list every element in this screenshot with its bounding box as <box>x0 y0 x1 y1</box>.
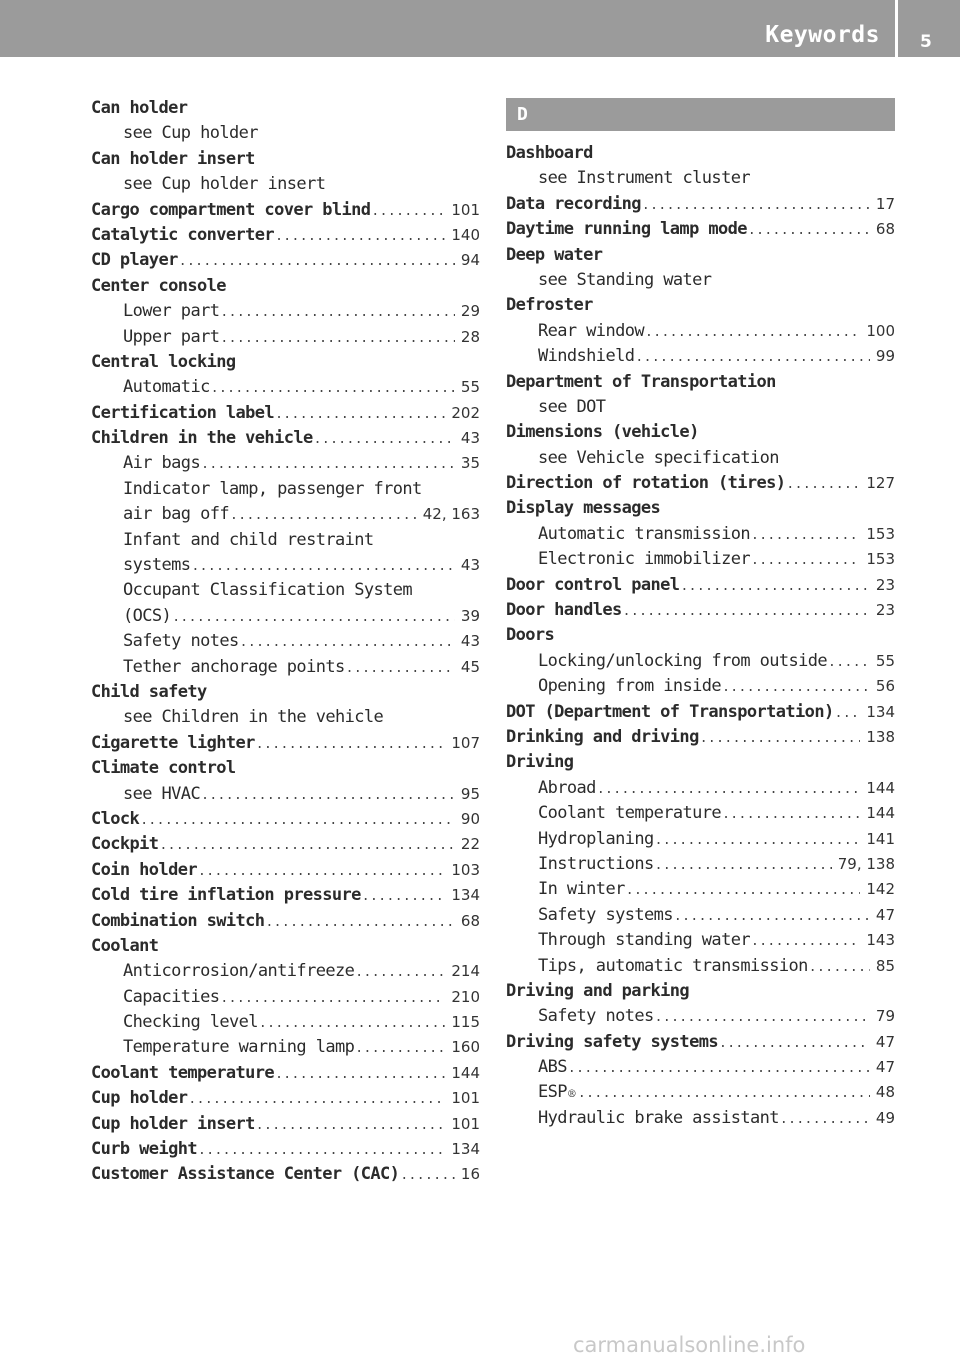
page-reference: 134 <box>451 886 480 905</box>
entry-text: see Vehicle specification <box>538 447 779 468</box>
page-reference: 103 <box>451 860 480 879</box>
entry-text: Locking/unlocking from outside <box>538 650 828 671</box>
page-reference: 17 <box>875 194 895 213</box>
dot-leader <box>751 553 860 568</box>
page-reference: 85 <box>875 956 895 975</box>
dot-leader <box>578 1086 870 1101</box>
index-entry <box>506 473 895 498</box>
page-reference: 127 <box>866 474 895 493</box>
index-subentry <box>91 1012 480 1037</box>
dot-leader <box>198 1143 445 1158</box>
entry-text: Can holder insert <box>91 148 255 169</box>
page-reference: 55 <box>875 651 895 670</box>
watermark: carmanualsonline.info <box>573 1333 806 1357</box>
index-subentry <box>506 803 895 828</box>
dot-leader <box>623 604 870 619</box>
dot-leader <box>201 788 455 803</box>
entry-text: Door control panel <box>506 574 680 595</box>
entry-text: see DOT <box>538 396 606 417</box>
entry-text: Dashboard <box>506 143 593 163</box>
index-subentry <box>506 321 895 346</box>
entry-text: Central locking <box>91 351 236 372</box>
page-reference: 144 <box>866 804 895 823</box>
index-subentry <box>91 530 480 555</box>
entry-text: Center console <box>91 275 226 296</box>
entry-text: Tether anchorage points <box>123 656 345 677</box>
dot-leader <box>719 1036 870 1051</box>
dot-leader <box>780 1112 870 1127</box>
entry-text: Lower part <box>123 301 220 322</box>
entry-text: see Instrument cluster <box>538 168 750 189</box>
page-reference: 134 <box>866 702 895 721</box>
page-reference: 95 <box>460 784 480 803</box>
page-reference: 22 <box>460 835 480 854</box>
entry-text: Can holder <box>91 98 188 118</box>
index-entry <box>91 860 480 885</box>
entry-text: Through standing water <box>538 930 750 951</box>
index-subentry <box>91 453 480 478</box>
entry-text: Automatic transmission <box>538 523 750 544</box>
index-entry <box>506 981 895 1006</box>
dot-leader <box>140 813 455 828</box>
page-reference: 45 <box>460 657 480 676</box>
page-reference: 142 <box>866 880 895 899</box>
page-reference: 29 <box>460 302 480 321</box>
index-entry <box>506 1032 895 1057</box>
index-entry <box>91 1088 480 1113</box>
page-reference: 144 <box>866 778 895 797</box>
entry-text: systems <box>123 555 191 576</box>
index-entry <box>91 225 480 250</box>
index-entry <box>506 219 895 244</box>
entry-text: Clock <box>91 808 140 829</box>
dot-leader <box>159 838 454 853</box>
entry-text: Indicator lamp, passenger front <box>123 478 422 499</box>
page-reference: 115 <box>451 1013 480 1032</box>
entry-text: see Children in the vehicle <box>123 707 384 728</box>
page-reference: 68 <box>875 220 895 239</box>
entry-text: Combination switch <box>91 910 265 931</box>
section-letter: D <box>517 104 528 125</box>
entry-text: Child safety <box>91 681 207 702</box>
index-subentry <box>91 606 480 631</box>
entry-text: Cockpit <box>91 834 159 855</box>
page-reference: 90 <box>460 809 480 828</box>
index-subentry <box>91 707 480 732</box>
dot-leader <box>828 655 870 670</box>
entry-text: Opening from inside <box>538 676 722 697</box>
page-reference: 134 <box>451 1140 480 1159</box>
index-entry <box>506 372 895 397</box>
index-subentry <box>506 448 895 473</box>
header-title: Keywords <box>765 22 880 48</box>
index-subentry <box>91 327 480 352</box>
entry-text: Curb weight <box>91 1139 197 1160</box>
index-subentry <box>91 504 480 529</box>
entry-text: ABS <box>538 1057 567 1078</box>
index-entry <box>506 727 895 752</box>
dot-leader <box>835 706 861 721</box>
entry-text: Safety systems <box>538 904 673 925</box>
dot-leader <box>230 508 417 523</box>
dot-leader <box>722 807 860 822</box>
index-entries-right <box>506 143 895 1133</box>
entry-text: CD player <box>91 250 178 271</box>
dot-leader <box>680 579 869 594</box>
index-entry <box>91 276 480 301</box>
entry-text: Driving safety systems <box>506 1031 718 1052</box>
dot-leader <box>355 965 445 980</box>
entry-text: Certification label <box>91 402 275 423</box>
dot-leader <box>201 457 455 472</box>
entry-text: Capacities <box>123 986 220 1007</box>
dot-leader <box>400 1168 455 1183</box>
page-reference: 43 <box>460 429 480 448</box>
index-entry <box>506 625 895 650</box>
dot-leader <box>220 305 455 320</box>
index-subentry <box>91 580 480 605</box>
index-entry <box>91 200 480 225</box>
dot-leader <box>256 1118 446 1133</box>
entry-text: Drinking and driving <box>506 726 699 747</box>
entry-text: Infant and child restraint <box>123 529 374 550</box>
dot-leader <box>275 1067 445 1082</box>
dot-leader <box>597 782 861 797</box>
dot-leader <box>722 680 870 695</box>
entry-text: Checking level <box>123 1012 258 1033</box>
dot-leader <box>314 432 455 447</box>
page-reference: 56 <box>875 677 895 696</box>
index-entry <box>91 98 480 123</box>
index-subentry <box>506 651 895 676</box>
entry-text: Windshield <box>538 346 635 367</box>
page-reference: 35 <box>460 454 480 473</box>
entry-text: air bag off <box>123 504 229 525</box>
index-subentry <box>91 174 480 199</box>
entry-text: Data recording <box>506 193 641 214</box>
page-reference: 79 <box>875 1007 895 1026</box>
entry-text: Driving <box>506 752 574 773</box>
index-entry <box>91 1114 480 1139</box>
dot-leader <box>362 889 446 904</box>
page-reference: 101 <box>451 1114 480 1133</box>
entry-text: Door handles <box>506 600 622 621</box>
dot-leader <box>179 254 455 269</box>
entry-text: Automatic <box>123 377 210 398</box>
entry-text: Occupant Classification System <box>123 580 413 601</box>
page-reference: 99 <box>875 347 895 366</box>
entry-text: Catalytic converter <box>91 224 275 245</box>
entry-text: see Cup holder insert <box>123 174 326 195</box>
entry-text: Rear window <box>538 320 644 341</box>
entry-text: Upper part <box>123 326 220 347</box>
index-entry <box>506 702 895 727</box>
entry-text: Climate control <box>91 758 236 779</box>
dot-leader <box>220 331 455 346</box>
page-reference: 49 <box>875 1108 895 1127</box>
index-entry <box>506 600 895 625</box>
index-subentry <box>506 397 895 422</box>
entry-text: see Standing water <box>538 269 712 290</box>
entry-text: Cup holder <box>91 1088 188 1109</box>
page-reference: 107 <box>451 733 480 752</box>
index-entry <box>91 682 480 707</box>
index-entry <box>91 428 480 453</box>
index-subentry <box>506 346 895 371</box>
entry-text: Department of Transportation <box>506 371 776 392</box>
entry-text: Cup holder insert <box>91 1113 255 1134</box>
page-reference: 160 <box>451 1038 480 1057</box>
page-reference: 144 <box>451 1063 480 1082</box>
dot-leader <box>259 1016 445 1031</box>
page-reference: 101 <box>451 200 480 219</box>
entry-text: Safety notes <box>123 631 239 652</box>
index-entry <box>91 250 480 275</box>
dot-leader <box>751 934 860 949</box>
index-column-right <box>506 98 895 1133</box>
index-entry <box>506 245 895 270</box>
dot-leader <box>346 661 455 676</box>
entry-text: see Cup holder <box>123 123 258 144</box>
index-subentry <box>91 1037 480 1062</box>
index-subentry <box>506 168 895 193</box>
index-entry <box>506 575 895 600</box>
entry-text: Coolant temperature <box>538 803 722 824</box>
index-entry <box>506 194 895 219</box>
dot-leader <box>220 991 445 1006</box>
index-entry <box>91 1164 480 1189</box>
index-subentry <box>91 657 480 682</box>
index-subentry <box>506 854 895 879</box>
page-reference: 55 <box>460 378 480 397</box>
entry-text: Dimensions (vehicle) <box>506 422 699 443</box>
page-reference: 47 <box>875 1032 895 1051</box>
entry-text: Deep water <box>506 244 603 265</box>
dot-leader <box>626 883 861 898</box>
entry-text: ESP <box>538 1082 567 1103</box>
index-entry <box>91 809 480 834</box>
entry-text: Children in the vehicle <box>91 428 313 449</box>
entry-text: In winter <box>538 879 625 900</box>
index-entry <box>91 1063 480 1088</box>
entry-text: Tips, automatic transmission <box>538 955 808 976</box>
dot-leader <box>809 960 870 975</box>
index-subentry <box>506 778 895 803</box>
entry-text: Abroad <box>538 777 596 798</box>
dot-leader <box>191 559 454 574</box>
index-entry <box>91 733 480 758</box>
dot-leader <box>751 528 860 543</box>
page-reference: 47 <box>875 905 895 924</box>
entry-text: Display messages <box>506 498 661 519</box>
entry-text: Coin holder <box>91 859 197 880</box>
index-entry <box>91 885 480 910</box>
dot-leader <box>275 407 445 422</box>
page-reference: 79, 138 <box>837 854 895 873</box>
page-reference: 23 <box>875 601 895 620</box>
dot-leader <box>748 223 870 238</box>
index-subentry: ESP ® ..... 48 <box>506 1082 895 1107</box>
index-entry <box>506 498 895 523</box>
dot-leader <box>568 1061 870 1076</box>
index-subentry <box>506 1006 895 1031</box>
index-subentry <box>91 987 480 1012</box>
dot-leader <box>674 909 870 924</box>
index-entry <box>91 149 480 174</box>
index-subentry <box>91 123 480 148</box>
dot-leader <box>655 858 832 873</box>
entry-text: Coolant temperature <box>91 1062 275 1083</box>
page-reference: 100 <box>866 321 895 340</box>
index-entry <box>506 422 895 447</box>
index-entry <box>91 911 480 936</box>
page-reference: 143 <box>866 931 895 950</box>
dot-leader <box>655 1010 870 1025</box>
dot-leader <box>355 1041 445 1056</box>
dot-leader <box>642 198 870 213</box>
dot-leader <box>240 635 455 650</box>
index-subentry <box>91 555 480 580</box>
entry-text: Electronic immobilizer <box>538 549 750 570</box>
dot-leader <box>275 229 445 244</box>
index-entry <box>91 403 480 428</box>
header-divider <box>895 0 898 57</box>
entry-text: Daytime running lamp mode <box>506 219 747 240</box>
entry-text: Driving and parking <box>506 980 690 1001</box>
dot-leader <box>655 833 861 848</box>
page-reference: 68 <box>460 911 480 930</box>
entry-text: Hydraulic brake assistant <box>538 1107 779 1128</box>
index-subentry <box>506 676 895 701</box>
index-entry <box>506 295 895 320</box>
entry-text: Customer Assistance Center (CAC) <box>91 1164 400 1185</box>
page-reference: 48 <box>875 1083 895 1102</box>
page-reference: 42, 163 <box>422 505 480 524</box>
index-subentry <box>506 270 895 295</box>
index-subentry <box>506 1057 895 1082</box>
page-number: 5 <box>920 32 932 52</box>
page-reference: 28 <box>460 327 480 346</box>
page-reference: 153 <box>866 524 895 543</box>
entry-text: Safety notes <box>538 1006 654 1027</box>
entry-text: Instructions <box>538 853 654 874</box>
dot-leader <box>188 1092 445 1107</box>
index-subentry <box>91 479 480 504</box>
page-reference: 214 <box>451 962 480 981</box>
page-reference: 140 <box>451 225 480 244</box>
entry-text: Coolant <box>91 935 159 956</box>
entry-text: Cigarette lighter <box>91 732 255 753</box>
page-reference: 141 <box>866 829 895 848</box>
page-reference: 47 <box>875 1058 895 1077</box>
entry-text: Cold tire inflation pressure <box>91 885 361 906</box>
page-reference: 39 <box>460 606 480 625</box>
entry-text: Hydroplaning <box>538 828 654 849</box>
index-subentry <box>91 301 480 326</box>
page-reference: 210 <box>451 987 480 1006</box>
page-reference: 94 <box>460 251 480 270</box>
entry-text: Cargo compartment cover blind <box>91 199 371 220</box>
dot-leader <box>211 381 455 396</box>
entry-text: Anticorrosion/antifreeze <box>123 961 355 982</box>
index-entry <box>506 143 895 168</box>
entry-text: Air bags <box>123 453 201 474</box>
header-bar <box>0 0 960 57</box>
dot-leader <box>786 477 860 492</box>
index-entry <box>91 352 480 377</box>
index-subentry <box>506 1108 895 1133</box>
entry-text: (OCS) <box>123 605 172 626</box>
index-subentry <box>506 956 895 981</box>
entry-text: Doors <box>506 625 555 646</box>
dot-leader <box>635 350 870 365</box>
dot-leader <box>371 204 445 219</box>
dot-leader <box>265 915 454 930</box>
entry-text: see HVAC <box>123 783 201 804</box>
index-subentry <box>91 784 480 809</box>
index-column-left <box>91 98 480 1190</box>
index-subentry <box>506 930 895 955</box>
section-letter-header <box>506 98 895 131</box>
dot-leader <box>700 731 861 746</box>
dot-leader <box>256 737 446 752</box>
index-subentry <box>506 905 895 930</box>
index-subentry <box>506 879 895 904</box>
entry-text: Defroster <box>506 295 593 316</box>
page-reference: 43 <box>460 556 480 575</box>
index-subentry <box>91 961 480 986</box>
index-entry <box>91 758 480 783</box>
index-subentry <box>506 524 895 549</box>
index-entry <box>91 1139 480 1164</box>
index-entry <box>506 752 895 777</box>
dot-leader <box>172 610 455 625</box>
index-subentry <box>506 549 895 574</box>
index-subentry <box>91 377 480 402</box>
page-reference: 101 <box>451 1089 480 1108</box>
index-entry <box>91 936 480 961</box>
page-reference: 23 <box>875 575 895 594</box>
index-subentry <box>91 631 480 656</box>
page-reference: 16 <box>460 1165 480 1184</box>
index-entry <box>91 834 480 859</box>
page-reference: 153 <box>866 550 895 569</box>
index-subentry <box>506 829 895 854</box>
entry-text: DOT (Department of Transportation) <box>506 701 834 722</box>
dot-leader <box>198 864 445 879</box>
page-reference: 202 <box>451 403 480 422</box>
page-reference: 43 <box>460 632 480 651</box>
entry-text: Temperature warning lamp <box>123 1037 355 1058</box>
dot-leader <box>645 325 860 340</box>
page-reference: 138 <box>866 727 895 746</box>
entry-text: Direction of rotation (tires) <box>506 473 786 494</box>
